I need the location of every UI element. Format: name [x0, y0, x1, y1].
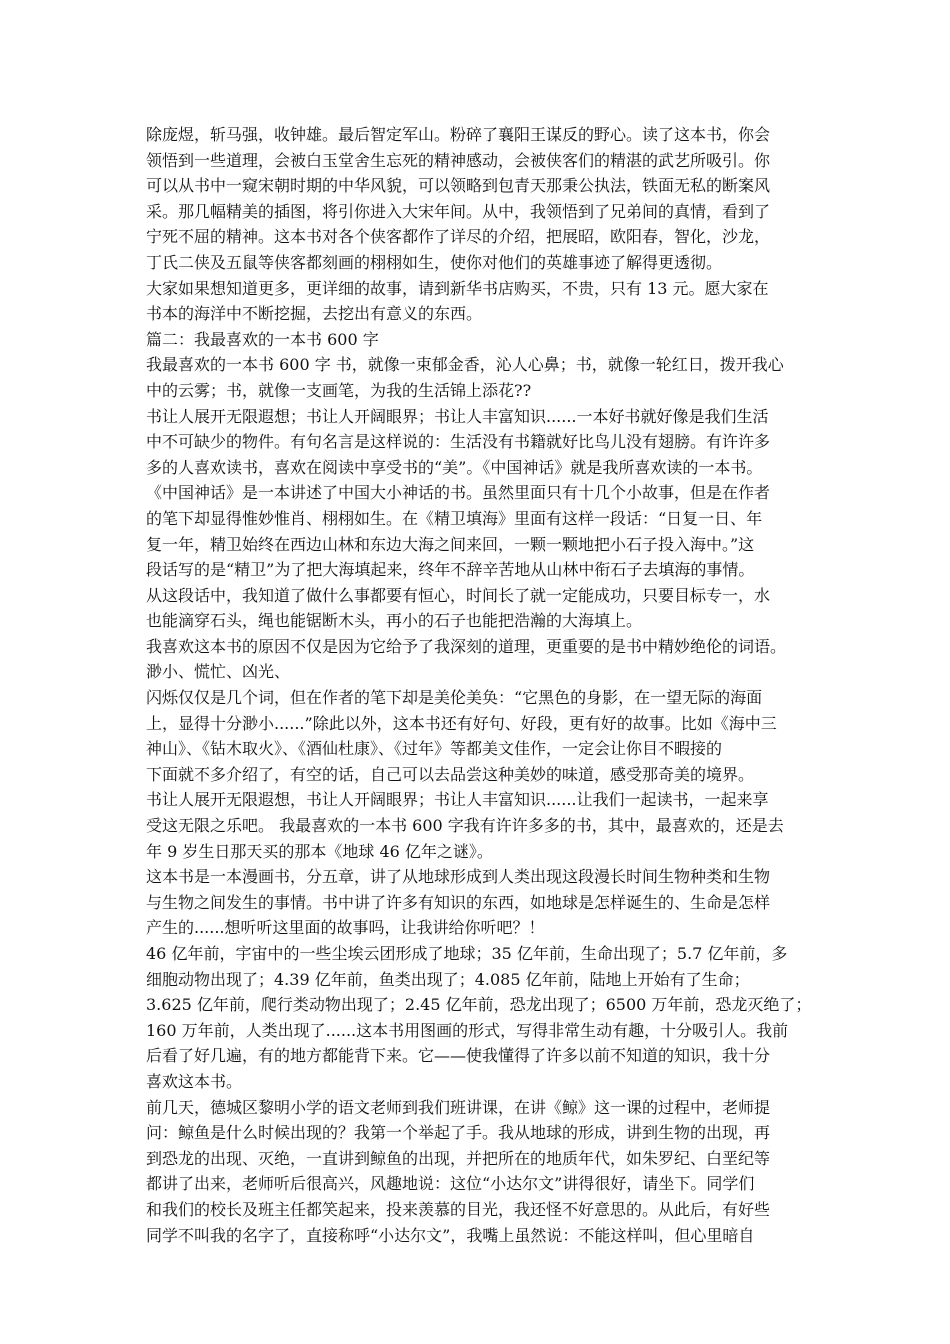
text-line: 到恐龙的出现、灭绝，一直讲到鲸鱼的出现，并把所在的地质年代，如朱罗纪、白垩纪等 [146, 1148, 771, 1168]
text-line: 产生的......想听听这里面的故事吗，让我讲给你听吧？！ [146, 918, 545, 938]
text-line: 神山》、《钻木取火》、《酒仙杜康》、《过年》等都美文佳作，一定会让你目不暇接的 [146, 739, 723, 759]
text-line: 可以从书中一窥宋朝时期的中华风貌，可以领略到包青天那秉公执法，铁面无私的断案风 [146, 176, 771, 196]
text-line: 大家如果想知道更多，更详细的故事，请到新华书店购买，不贵，只有 13 元。愿大家在 [146, 278, 769, 298]
text-line: 除庞煜，斩马强，收钟雄。最后智定军山。粉碎了襄阳王谋反的野心。读了这本书，你会 [146, 125, 771, 144]
text-line: 我喜欢这本书的原因不仅是因为它给予了我深刻的道理，更重要的是书中精妙绝伦的词语。 [146, 636, 787, 656]
text-line: 也能滴穿石头，绳也能锯断木头，再小的石子也能把浩瀚的大海填上。 [146, 611, 643, 631]
text-line: 《中国神话》是一本讲述了中国大小神话的书。虽然里面只有十几个小故事，但是在作者 [146, 483, 771, 503]
text-line: 篇二：我最喜欢的一本书 600 字 [146, 329, 379, 349]
text-line: 渺小、慌忙、凶光、 [146, 662, 291, 682]
text-line: 书让人展开无限遐想，书让人开阔眼界；书让人丰富知识......让我们一起读书，一起来享 [146, 790, 769, 810]
text-line: 中不可缺少的物件。有句名言是这样说的：生活没有书籍就好比鸟儿没有翅膀。有许许多 [146, 432, 771, 452]
text-line: 多的人喜欢读书，喜欢在阅读中享受书的“美”。《中国神话》就是我所喜欢读的一本书。 [146, 457, 763, 477]
text-line: 段话写的是“精卫”为了把大海填起来，终年不辞辛苦地从山林中衔石子去填海的事情。 [146, 560, 755, 580]
text-line: 3.625 亿年前，爬行类动物出现了；2.45 亿年前，恐龙出现了；6500 万年前，恐龙灭绝了； [146, 995, 812, 1015]
document-body [146, 122, 814, 1248]
text-line: 从这段话中，我知道了做什么事都要有恒心，时间长了就一定能成功，只要目标专一，水 [146, 585, 771, 605]
text-line: 后看了好几遍，有的地方都能背下来。它——使我懂得了许多以前不知道的知识，我十分 [146, 1046, 771, 1066]
text-line: 前几天，德城区黎明小学的语文老师到我们班讲课，在讲《鲸》这一课的过程中，老师提 [146, 1097, 771, 1117]
text-line: 下面就不多介绍了，有空的话，自己可以去品尝这种美妙的味道，感受那奇美的境界。 [146, 764, 755, 784]
text-line: 这本书是一本漫画书，分五章，讲了从地球形成到人类出现这段漫长时间生物种类和生物 [146, 867, 771, 887]
text-line: 和我们的校长及班主任都笑起来，投来羡慕的目光，我还怪不好意思的。从此后，有好些 [146, 1199, 771, 1219]
text-line: 采。那几幅精美的插图，将引你进入大宋年间。从中，我领悟到了兄弟间的真情，看到了 [146, 201, 771, 221]
text-line: 丁氏二侠及五鼠等侠客都刻画的栩栩如生，使你对他们的英雄事迹了解得更透彻。 [146, 252, 723, 272]
text-line: 受这无限之乐吧。 我最喜欢的一本书 600 字我有许许多多的书，其中，最喜欢的，还是去 [146, 816, 784, 836]
text-line: 中的云雾；书，就像一支画笔，为我的生活锦上添花?? [146, 380, 532, 400]
text-line: 46 亿年前，宇宙中的一些尘埃云团形成了地球；35 亿年前，生命出现了；5.7 亿年前，多 [146, 944, 788, 963]
text-line: 与生物之间发生的事情。书中讲了许多有知识的东西，如地球是怎样诞生的、生命是怎样 [146, 892, 771, 912]
text-line: 都讲了出来，老师听后很高兴，风趣地说：这位“小达尔文”讲得很好，请坐下。同学们 [146, 1174, 755, 1194]
text-line: 宁死不屈的精神。这本书对各个侠客都作了详尽的介绍，把展昭，欧阳春，智化，沙龙， [146, 227, 771, 247]
text-line: 细胞动物出现了；4.39 亿年前，鱼类出现了；4.085 亿年前，陆地上开始有了生命； [146, 969, 750, 989]
text-line: 我最喜欢的一本书 600 字 书，就像一束郁金香，沁人心鼻；书，就像一轮红日，拨开我心 [146, 355, 784, 375]
text-line: 年 9 岁生日那天买的那本《地球 46 亿年之谜》。 [146, 841, 493, 861]
text-line: 闪烁仅仅是几个词，但在作者的笔下却是美伦美奂：“它黑色的身影，在一望无际的海面 [146, 688, 763, 708]
text-line: 同学不叫我的名字了，直接称呼“小达尔文”，我嘴上虽然说：不能这样叫，但心里暗自 [146, 1225, 755, 1245]
text-line: 喜欢这本书。 [146, 1071, 243, 1091]
text-line: 书本的海洋中不断挖掘，去挖出有意义的东西。 [146, 304, 483, 324]
text-line: 上，显得十分渺小......”除此以外，这本书还有好句、好段，更有好的故事。比如《海中三 [146, 713, 777, 733]
text-line: 问：鲸鱼是什么时候出现的？我第一个举起了手。我从地球的形成，讲到生物的出现，再 [146, 1123, 771, 1143]
text-line: 的笔下却显得惟妙惟肖、栩栩如生。在《精卫填海》里面有这样一段话：“日复一日、年 [146, 508, 763, 528]
text-line: 160 万年前，人类出现了......这本书用图画的形式，写得非常生动有趣，十分吸引人。我前 [146, 1020, 789, 1040]
text-line: 书让人展开无限遐想；书让人开阔眼界；书让人丰富知识......一本好书就好像是我们生活 [146, 406, 769, 426]
text-line: 复一年，精卫始终在西边山林和东边大海之间来回，一颗一颗地把小石子投入海中。”这 [146, 534, 755, 554]
text-line: 领悟到一些道理，会被白玉堂舍生忘死的精神感动，会被侠客们的精湛的武艺所吸引。你 [146, 150, 771, 170]
